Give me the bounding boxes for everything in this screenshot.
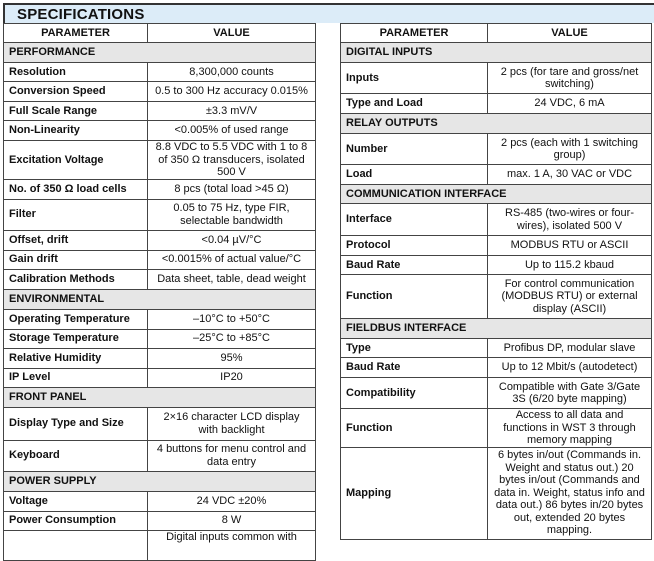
value-cell: 95% [148,348,316,368]
table-row [4,250,316,269]
table-row [4,329,316,348]
value-cell: 2 pcs (each with 1 switching group) [488,134,652,165]
table-row [341,134,652,165]
section-title: DIGITAL INPUTS [341,43,652,63]
table-row [341,63,652,94]
section-row [4,43,316,63]
parameter-cell: IP Level [4,368,148,387]
parameter-cell: Storage Temperature [4,329,148,348]
table-row [341,165,652,185]
table-row [4,440,316,471]
value-cell: –25°C to +85°C [148,329,316,348]
page-title: SPECIFICATIONS [17,6,145,23]
table-row [341,378,652,409]
parameter-cell: Excitation Voltage [4,141,148,180]
parameter-cell: Non-Linearity [4,121,148,141]
table-row [4,199,316,230]
table-row [4,82,316,102]
table-row [4,511,316,530]
table-row [4,368,316,387]
parameter-cell: Function [341,409,488,448]
table-row [4,491,316,511]
parameter-cell: Gain drift [4,250,148,269]
table-row [341,256,652,275]
section-title: FIELDBUS INTERFACE [341,319,652,339]
parameter-cell: Baud Rate [341,358,488,378]
value-cell: Compatible with Gate 3/Gate 3S (6/20 byte mapping) [488,378,652,409]
table-row [341,94,652,114]
column-header-parameter: PARAMETER [341,24,488,43]
header-row [4,24,316,43]
column-header-value: VALUE [148,24,316,43]
value-cell: 24 VDC ±20% [148,491,316,511]
section-row [341,114,652,134]
section-title: PERFORMANCE [4,43,316,63]
section-title: ENVIRONMENTAL [4,289,316,309]
specs-table-left [3,23,316,561]
parameter-cell: Display Type and Size [4,407,148,440]
table-row [4,530,316,560]
parameter-cell: Voltage [4,491,148,511]
parameter-cell: Operating Temperature [4,309,148,329]
specs-table-right [340,23,652,540]
value-cell: Access to all data and functions in WST 3 through memory mapping [488,409,652,448]
value-cell: <0.005% of used range [148,121,316,141]
section-row [4,387,316,407]
section-row [341,319,652,339]
table-row [341,409,652,448]
table-row [4,230,316,250]
table-row [4,269,316,289]
value-cell: MODBUS RTU or ASCII [488,236,652,256]
value-cell: 6 bytes in/out (Commands in. Weight and status out.) 20 bytes in/out (Commands and data in. Weight, status info and data out.) 86 bytes in/20 bytes out, extended 20 bytes mapping. [488,447,652,539]
value-cell: Profibus DP, modular slave [488,339,652,358]
parameter-cell: Interface [341,204,488,236]
table-row [341,204,652,236]
table-row [4,121,316,141]
value-cell: –10°C to +50°C [148,309,316,329]
parameter-cell: Conversion Speed [4,82,148,102]
table-row [4,102,316,121]
table-row [4,179,316,199]
section-row [341,43,652,63]
header-row [341,24,652,43]
parameter-cell: Resolution [4,63,148,82]
value-cell: 8 W [148,511,316,530]
column-header-parameter: PARAMETER [4,24,148,43]
value-cell: 2 pcs (for tare and gross/net switching) [488,63,652,94]
table-row [341,358,652,378]
section-row [341,185,652,204]
table-row [4,407,316,440]
value-cell: For control communication (MODBUS RTU) or external display (ASCII) [488,275,652,319]
section-title: FRONT PANEL [4,387,316,407]
value-cell: <0.0015% of actual value/°C [148,250,316,269]
table-row [341,236,652,256]
parameter-cell: Relative Humidity [4,348,148,368]
value-cell: 0.5 to 300 Hz accuracy 0.015% [148,82,316,102]
parameter-cell: Power Consumption [4,511,148,530]
parameter-cell: Protocol [341,236,488,256]
section-row [4,289,316,309]
value-cell: Data sheet, table, dead weight [148,269,316,289]
value-cell: Digital inputs common with [148,530,316,560]
value-cell: 8,300,000 counts [148,63,316,82]
table-row [341,275,652,319]
parameter-cell: Number [341,134,488,165]
table-row [4,63,316,82]
table-row [4,348,316,368]
parameter-cell: Calibration Methods [4,269,148,289]
parameter-cell: Offset, drift [4,230,148,250]
section-row [4,471,316,491]
parameter-cell: Mapping [341,447,488,539]
value-cell: 8.8 VDC to 5.5 VDC with 1 to 8 of 350 Ω transducers, isolated 500 V [148,141,316,180]
value-cell: <0.04 µV/°C [148,230,316,250]
parameter-cell: Inputs [341,63,488,94]
table-row [4,141,316,180]
table-row [341,339,652,358]
parameter-cell: Keyboard [4,440,148,471]
value-cell: Up to 115.2 kbaud [488,256,652,275]
value-cell: max. 1 A, 30 VAC or VDC [488,165,652,185]
parameter-cell: Type [341,339,488,358]
value-cell: IP20 [148,368,316,387]
parameter-cell: Type and Load [341,94,488,114]
value-cell: ±3.3 mV/V [148,102,316,121]
value-cell: 2×16 character LCD display with backlight [148,407,316,440]
value-cell: 0.05 to 75 Hz, type FIR, selectable bandwidth [148,199,316,230]
value-cell: 8 pcs (total load >45 Ω) [148,179,316,199]
parameter-cell: Baud Rate [341,256,488,275]
parameter-cell: Filter [4,199,148,230]
value-cell: 24 VDC, 6 mA [488,94,652,114]
parameter-cell [4,530,148,560]
parameter-cell: Compatibility [341,378,488,409]
table-row [341,447,652,539]
column-header-value: VALUE [488,24,652,43]
parameter-cell: Load [341,165,488,185]
parameter-cell: No. of 350 Ω load cells [4,179,148,199]
value-cell: 4 buttons for menu control and data entry [148,440,316,471]
value-cell: RS-485 (two-wires or four-wires), isolated 500 V [488,204,652,236]
section-title: POWER SUPPLY [4,471,316,491]
section-title: RELAY OUTPUTS [341,114,652,134]
parameter-cell: Function [341,275,488,319]
specifications-header [3,3,654,23]
table-row [4,309,316,329]
value-cell: Up to 12 Mbit/s (autodetect) [488,358,652,378]
parameter-cell: Full Scale Range [4,102,148,121]
section-title: COMMUNICATION INTERFACE [341,185,652,204]
